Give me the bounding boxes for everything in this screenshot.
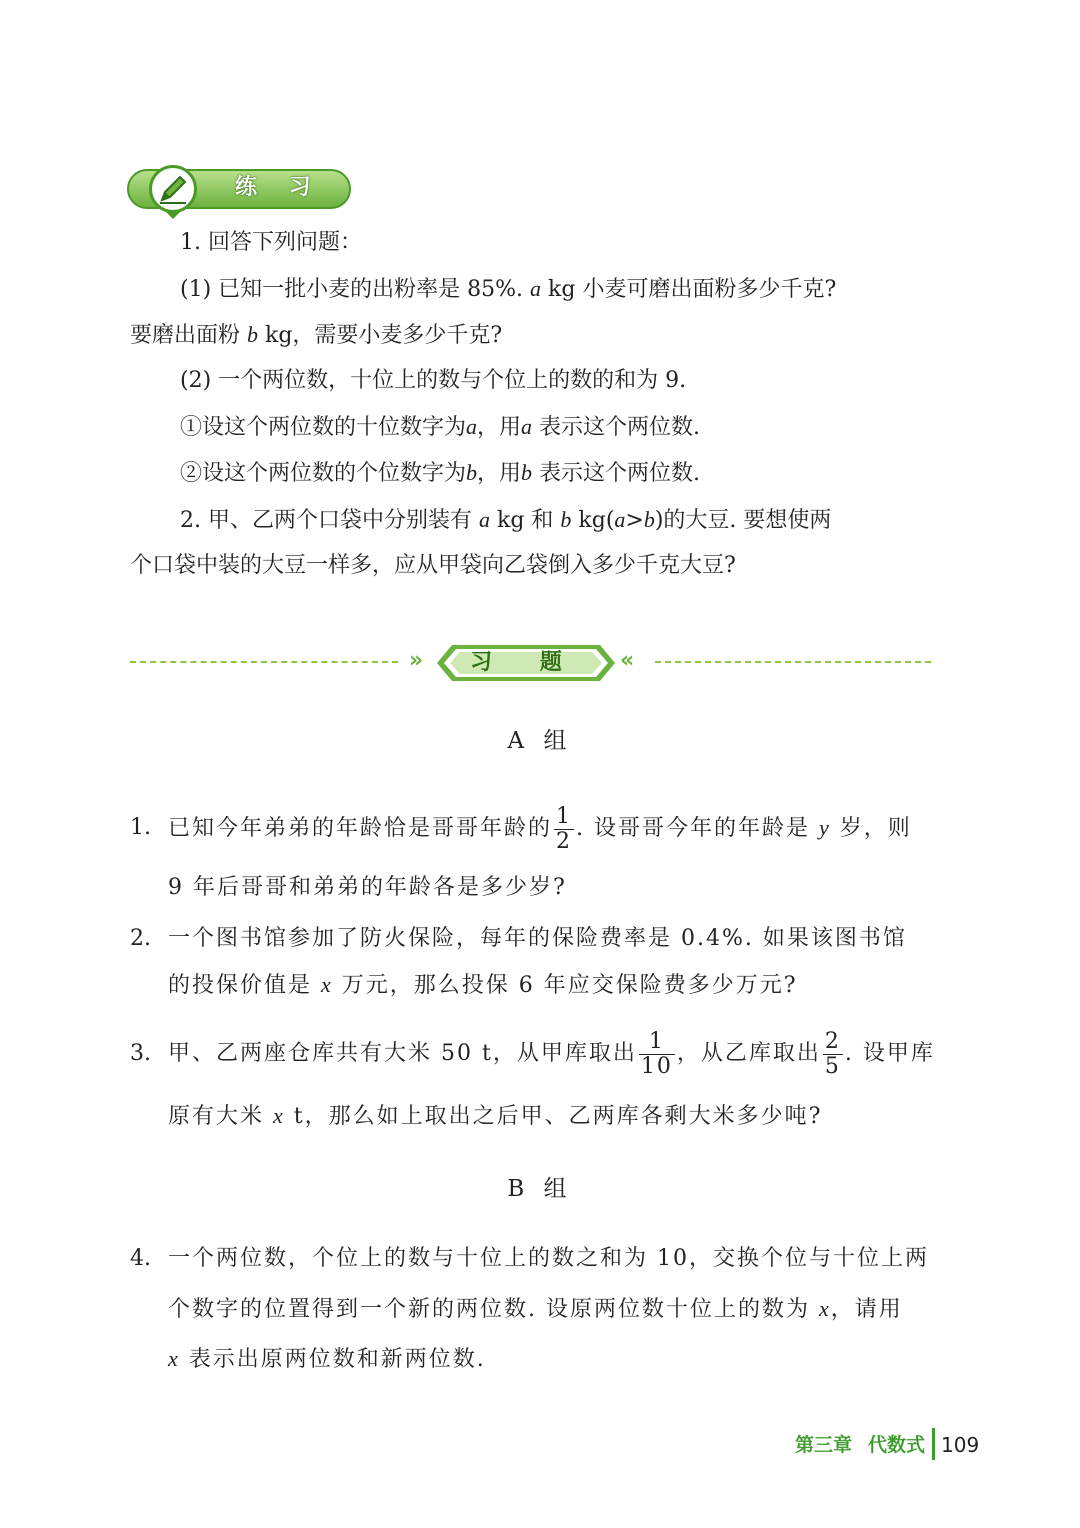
fraction-one-half [554,805,574,854]
variable: y [819,815,831,840]
divider-left [130,661,398,663]
exercises-title: 习 题 [470,650,582,675]
practice-banner [127,166,353,218]
fraction-denominator: 5 [824,1053,841,1079]
text: 表示这个两位数. [539,415,701,440]
practice-banner-pointer [164,210,182,219]
text: )的大豆. 要想使两 [654,508,832,533]
variable: b [560,507,572,532]
text: ，用 [477,461,522,486]
double-chevron-icon: « [620,648,635,673]
variable: a [521,414,533,439]
text: ，从乙库取出 [676,1041,821,1066]
text: 原有大米 [168,1104,265,1129]
text: ②设这个两位数的个位数字为 [180,461,467,486]
exercise-1-line-2: 9 年后哥哥和弟弟的年龄各是多少岁? [168,875,567,900]
text: 表示这个两位数. [539,461,701,486]
practice-banner-badge [149,165,197,213]
variable: b [247,322,259,347]
text: . 设哥哥今年的年龄是 [576,816,811,841]
exercise-2-line-1: 一个图书馆参加了防火保险，每年的保险费率是 0.4%. 如果该图书馆 [168,926,907,951]
exercise-3-number: 3. [130,1041,151,1066]
text: t，那么如上取出之后甲、乙两库各剩大米多少吨? [293,1104,823,1129]
exercise-4-line-2 [168,1295,903,1324]
practice-question-1-2: (2) 一个两位数，十位上的数与个位上的数的和为 9. [180,368,687,393]
exercise-4-number: 4. [130,1246,151,1271]
exercise-3-line-2 [168,1102,822,1131]
exercise-2-line-2 [168,971,798,1000]
practice-question-1-1-line-1 [180,275,836,304]
footer-chapter: 第三章 [795,1434,853,1456]
exercise-4-line-3 [168,1345,486,1374]
variable: a [466,414,478,439]
text: 岁，则 [839,816,912,841]
page-number: 109 [941,1433,980,1457]
text: 万元，那么投保 6 年应交保险费多少万元? [341,973,798,998]
practice-question-1-2-part-2 [180,459,700,488]
text: . 设甲库 [844,1041,935,1066]
variable: x [273,1103,285,1128]
text: kg( [578,508,615,533]
text: kg 小麦可磨出面粉多少千克? [548,277,837,302]
text: ，用 [477,415,522,440]
text: 2. 甲、乙两个口袋中分别装有 [180,508,472,533]
text: 个数字的位置得到一个新的两位数. 设原两位数十位上的数为 [168,1297,810,1322]
variable: b [521,460,533,485]
exercise-4-line-1: 一个两位数，个位上的数与十位上的数之和为 10，交换个位与十位上两 [168,1246,929,1271]
exercise-2-number: 2. [130,926,151,951]
exercises-banner [436,644,616,682]
divider-right [655,661,931,663]
variable: b [466,460,478,485]
variable: a [478,507,490,532]
text: ，请用 [830,1297,903,1322]
exercise-3-line-1 [168,1026,935,1082]
practice-title: 练 习 [235,175,323,200]
variable: a [530,276,542,301]
variable: x [168,1346,180,1371]
fraction-numerator: 2 [824,1028,841,1054]
pencil-icon [152,168,194,210]
fraction-numerator: 1 [639,1030,675,1055]
text: kg，需要小麦多少千克? [265,323,503,348]
fraction-two-fifths [823,1030,843,1079]
exercise-1-line-1 [168,800,912,857]
group-b-title: B 组 [507,1176,573,1202]
text: 的投保价值是 [168,973,313,998]
fraction-denominator: 10 [640,1053,673,1079]
text: kg 和 [496,508,554,533]
text: ①设这个两位数的十位数字为 [180,415,467,440]
footer-divider [932,1428,935,1460]
text: 已知今年弟弟的年龄恰是哥哥年龄的 [168,816,553,841]
variable: a [614,507,626,532]
double-chevron-icon: » [409,648,424,673]
text: 表示出原两位数和新两位数. [188,1347,486,1372]
practice-question-2-line-2: 个口袋中装的大豆一样多，应从甲袋向乙袋倒入多少千克大豆? [130,553,736,578]
text: 甲、乙两座仓库共有大米 50 t，从甲库取出 [168,1041,637,1066]
fraction-numerator: 1 [556,803,573,829]
text: 要磨出面粉 [130,323,241,348]
variable: x [819,1296,831,1321]
practice-question-2-line-1 [180,506,831,535]
group-a-title: A 组 [507,728,573,754]
fraction-denominator: 2 [556,828,573,854]
text: (1) 已知一批小麦的出粉率是 85%. [180,277,524,302]
variable: x [321,972,333,997]
exercise-1-number: 1. [130,815,151,840]
greater-than: > [625,508,644,533]
practice-question-1-1-line-2 [130,321,502,350]
practice-question-1-2-part-1 [180,413,700,442]
footer-section: 代数式 [868,1434,926,1456]
variable: b [643,507,655,532]
practice-question-1: 1. 回答下列问题： [180,230,362,255]
fraction-one-tenth [639,1030,675,1079]
